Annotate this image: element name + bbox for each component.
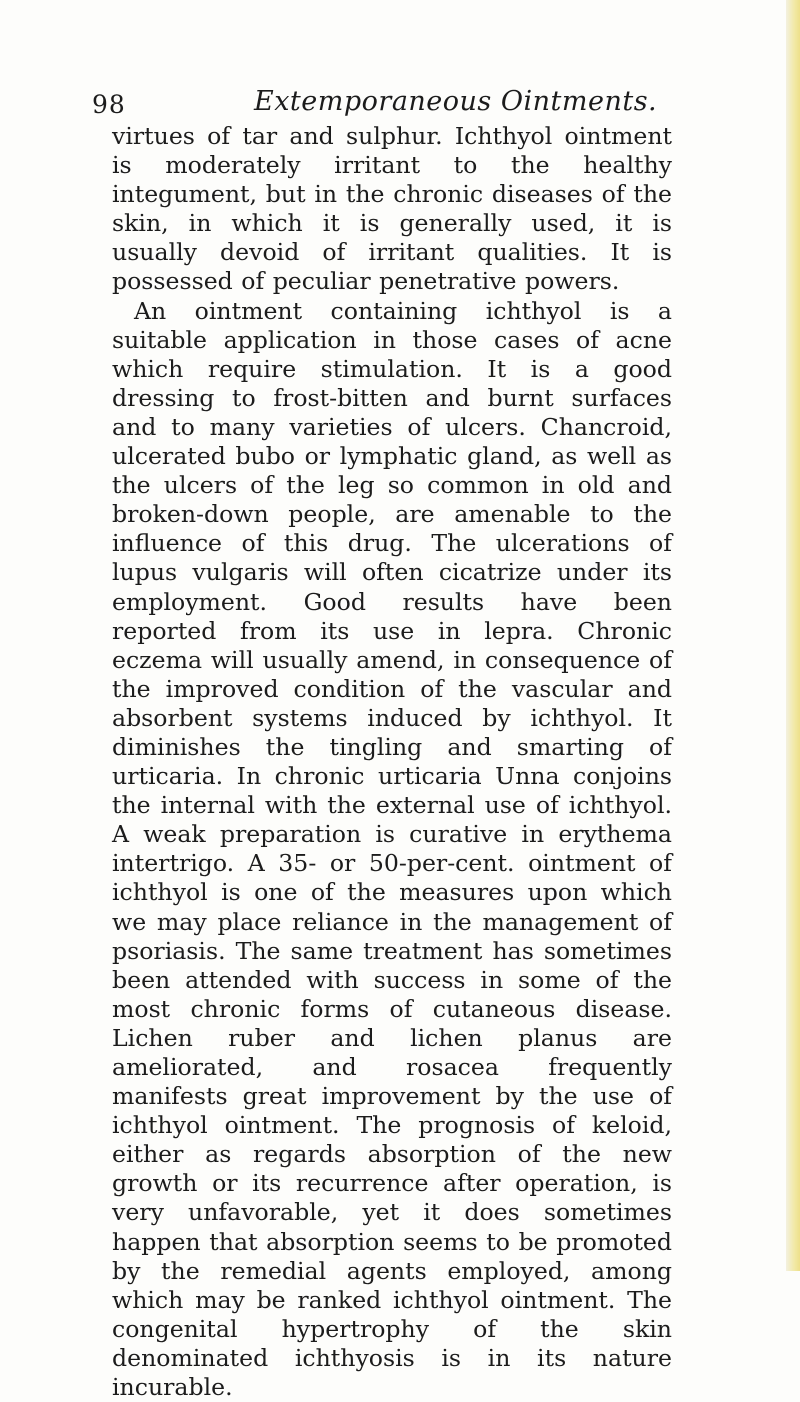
- page-header: [92, 86, 712, 122]
- running-head: Extemporaneous Ointments.: [254, 86, 658, 117]
- page-edge: [786, 0, 800, 1271]
- paragraph-continued: virtues of tar and sulphur. Ichthyol ointment is moderately irritant to the healthy integument, but in the chronic diseases of the skin, in which it is generally used, it is usually devoid of irritant qualities. It is possessed of peculiar penetrative powers.: [112, 122, 672, 296]
- page-number: 98: [92, 90, 126, 119]
- body-text: [112, 122, 672, 1402]
- paragraph-ichthyol-applications: An ointment containing ichthyol is a suitable application in those cases of acne which require stimulation. It is a good dressing to frost-bitten and burnt surfaces and to many varieties of ulcers. Chancroid, ulcerated bubo or lymphatic gland, as well as the ulcers of the leg so common in old and broken-down people, are amenable to the influence of this drug. The ulcerations of lupus vulgaris will often cicatrize under its employment. Good results have been reported from its use in lepra. Chronic eczema will usually amend, in consequence of the improved condition of the vascular and absorbent systems induced by ichthyol. It diminishes the tingling and smarting of urticaria. In chronic urticaria Unna conjoins the internal with the external use of ichthyol. A weak preparation is curative in erythema intertrigo. A 35- or 50-per-cent. ointment of ichthyol is one of the measures upon which we may place reliance in the management of psoriasis. The same treatment has sometimes been attended with success in some of the most chronic forms of cutaneous disease. Lichen ruber and lichen planus are ameliorated, and rosacea frequently manifests great improvement by the use of ichthyol ointment. The prognosis of keloid, either as regards absorption of the new growth or its recurrence after operation, is very unfavorable, yet it does sometimes happen that absorption seems to be promoted by the remedial agents employed, among which may be ranked ichthyol ointment. The congenital hypertrophy of the skin denominated ichthyosis is in its nature incurable.: [112, 296, 672, 1402]
